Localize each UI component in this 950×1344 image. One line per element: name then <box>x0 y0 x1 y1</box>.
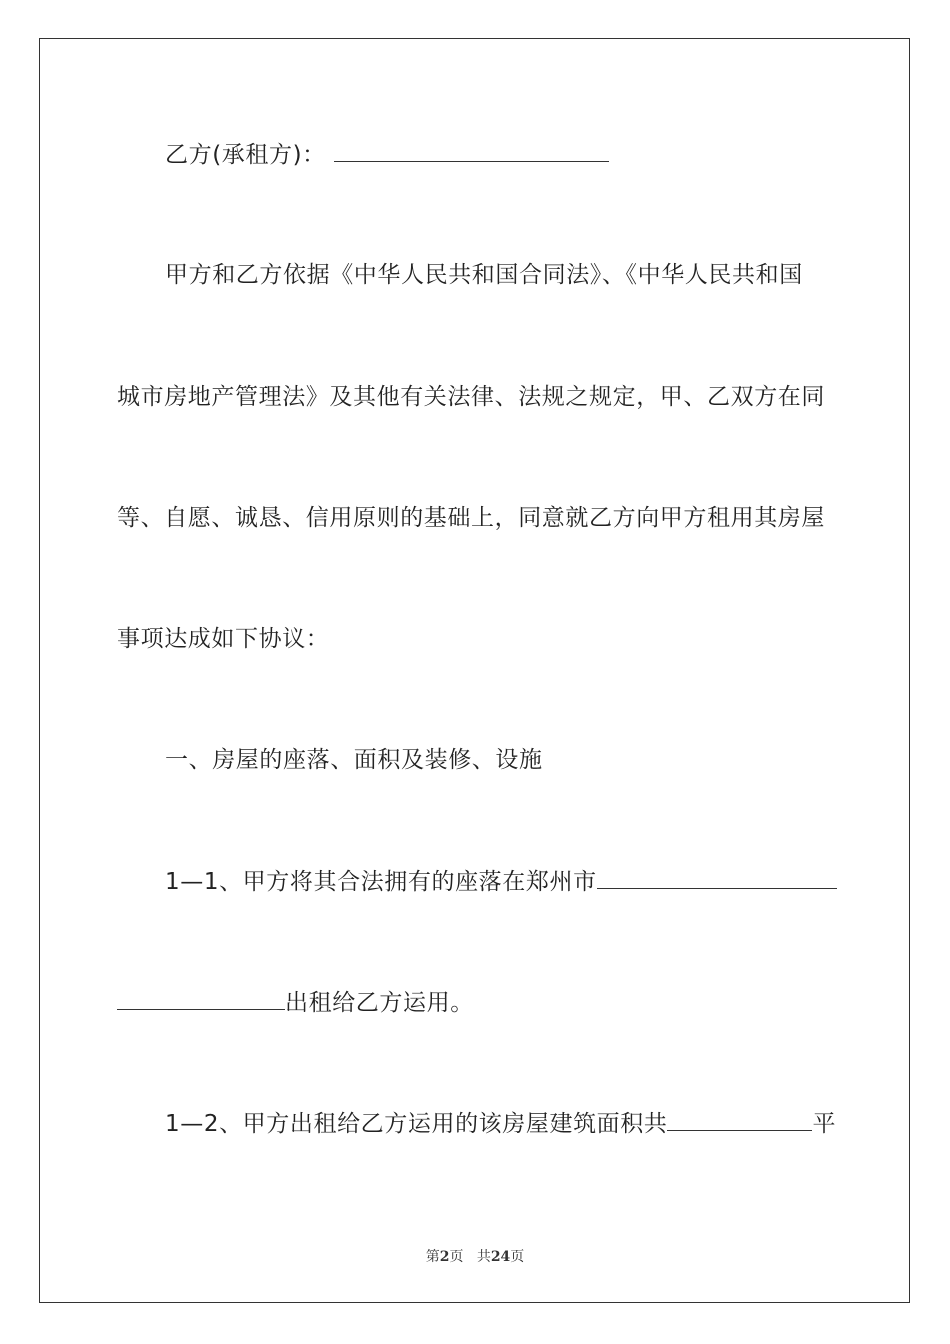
clause-1-1-end-text: 出租给乙方运用。 <box>285 990 474 1016</box>
paragraph-text: 甲方和乙方依据《中华人民共和国合同法》、《中华人民共和国 <box>165 262 803 288</box>
tenant-name-blank[interactable] <box>334 139 609 162</box>
total-prefix: 共 <box>476 1249 491 1265</box>
clause-1-2-text: 1—2、甲方出租给乙方运用的该房屋建筑面积共 <box>165 1111 668 1137</box>
clause-1-1-line <box>165 866 837 897</box>
paragraph-line-4 <box>117 624 329 654</box>
address-blank-continued[interactable] <box>117 987 285 1010</box>
clause-1-2-line <box>165 1108 836 1139</box>
section-heading-text: 一、房屋的座落、面积及装修、设施 <box>165 747 543 773</box>
paragraph-text: 事项达成如下协议： <box>117 626 330 652</box>
clause-1-1-text: 1—1、甲方将其合法拥有的座落在郑州市 <box>165 869 597 895</box>
page-number: 2 <box>439 1249 450 1265</box>
tenant-label: 乙方(承租方)： <box>165 142 326 168</box>
page-suffix: 页 <box>449 1249 464 1265</box>
total-suffix: 页 <box>510 1249 525 1265</box>
paragraph-text: 城市房地产管理法》及其他有关法律、法规之规定，甲、乙双方在同 <box>117 384 825 410</box>
clause-1-2-unit: 平 <box>812 1111 837 1137</box>
area-blank[interactable] <box>667 1108 812 1131</box>
paragraph-line-3 <box>117 503 825 533</box>
paragraph-line-2 <box>117 382 825 412</box>
page-prefix: 第 <box>425 1249 440 1265</box>
paragraph-line-1 <box>165 260 803 290</box>
address-blank[interactable] <box>597 866 837 889</box>
section-heading <box>165 745 543 775</box>
tenant-line <box>165 139 609 170</box>
paragraph-text: 等、自愿、诚恳、信用原则的基础上，同意就乙方向甲方租用其房屋 <box>117 505 825 531</box>
page-footer <box>0 1246 950 1266</box>
total-pages: 24 <box>490 1249 511 1265</box>
clause-1-1-continuation <box>117 987 474 1018</box>
